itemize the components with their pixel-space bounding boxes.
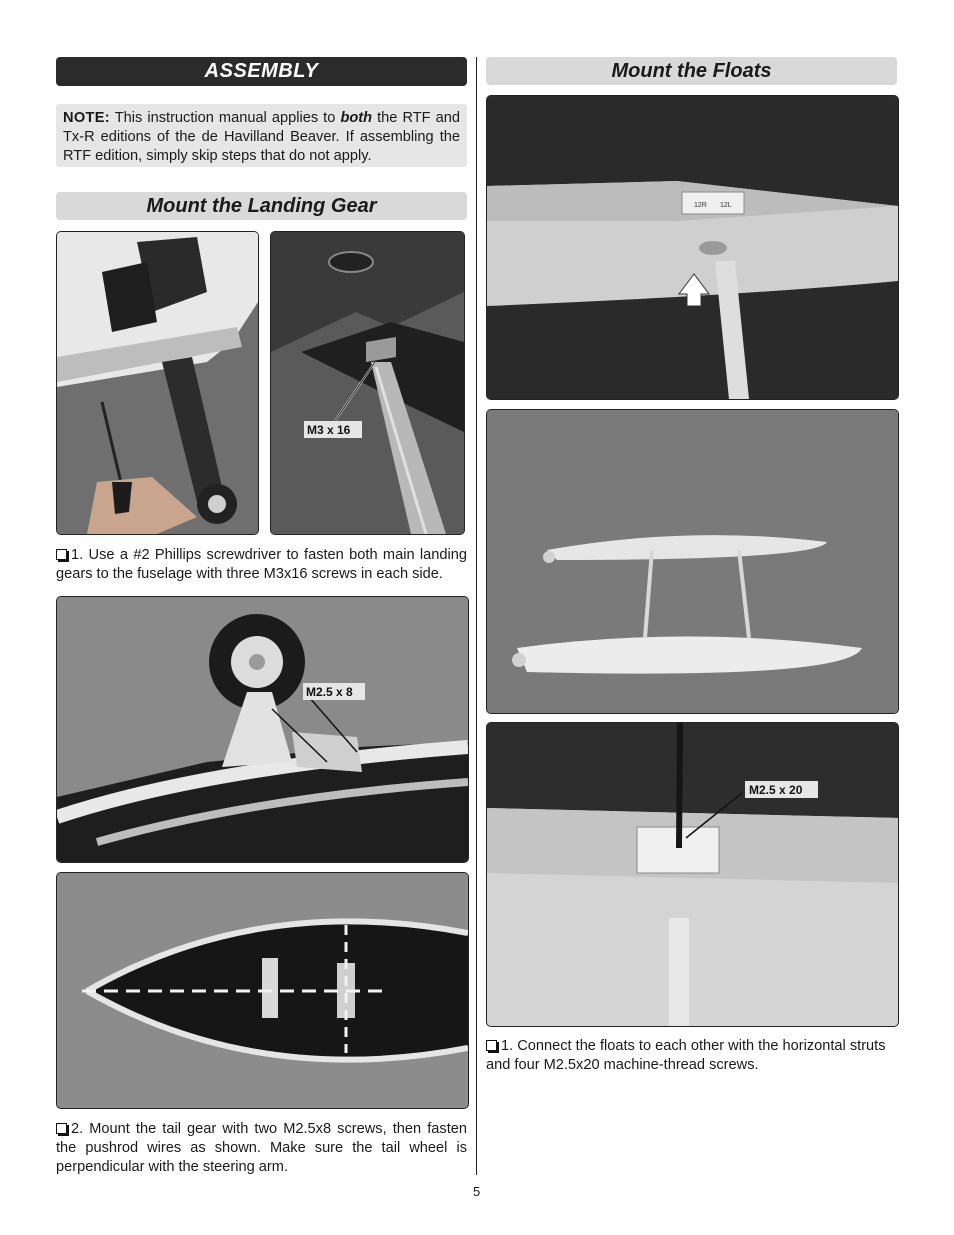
- photo-main-gear-fuselage: [56, 231, 259, 535]
- note-text-after: the RTF and Tx-R editions of the de Havilland Beaver. If assembling the RTF edition, simply skip steps that do not apply.: [63, 110, 460, 164]
- floats-header: [486, 57, 897, 85]
- note-text-before: This instruction manual applies to: [109, 110, 341, 126]
- checkbox-step-gear-2[interactable]: [56, 1123, 67, 1134]
- landing-gear-header-text: Mount the Landing Gear: [146, 194, 377, 217]
- checkbox-step-gear-1[interactable]: [56, 549, 67, 560]
- photo-float-screw-plate: [486, 722, 899, 1027]
- checkbox-step-floats-1[interactable]: [486, 1040, 497, 1051]
- step-gear-1: [56, 546, 467, 584]
- step-gear-1-text: 1. Use a #2 Phillips screwdriver to fasten both main landing gears to the fuselage with three M3x16 screws in each side.: [56, 547, 467, 582]
- photo-tail-alignment: [56, 872, 469, 1109]
- step-gear-2-text: 2. Mount the tail gear with two M2.5x8 screws, then fasten the pushrod wires as shown. Make sure the tail wheel is perpendicular with the steering arm.: [56, 1121, 467, 1175]
- photo-gear-screw-closeup: [270, 231, 465, 535]
- float-decal-left: 12R: [694, 202, 707, 209]
- step-gear-2: [56, 1120, 467, 1177]
- floats-header-text: Mount the Floats: [611, 59, 772, 82]
- assembly-header: [56, 57, 467, 86]
- callout-m3x16: M3 x 16: [307, 423, 351, 437]
- landing-gear-header: [56, 192, 467, 220]
- note-box: [56, 104, 467, 167]
- page-number: 5: [473, 1184, 481, 1199]
- photo-floats-joined: [486, 409, 899, 714]
- callout-m25x20: M2.5 x 20: [749, 783, 803, 797]
- step-floats-1: [486, 1037, 897, 1075]
- assembly-header-text: ASSEMBLY: [204, 60, 319, 82]
- note-label: NOTE:: [63, 110, 110, 126]
- callout-m25x8: M2.5 x 8: [306, 685, 353, 699]
- step-floats-1-text: 1. Connect the floats to each other with the horizontal struts and four M2.5x20 machine-thread screws.: [486, 1038, 886, 1073]
- float-decal-right: 12L: [720, 202, 732, 209]
- photo-tail-gear: [56, 596, 469, 863]
- column-divider: [476, 57, 477, 1175]
- note-emphasis: both: [340, 110, 373, 126]
- photo-float-strut-socket: [486, 95, 899, 400]
